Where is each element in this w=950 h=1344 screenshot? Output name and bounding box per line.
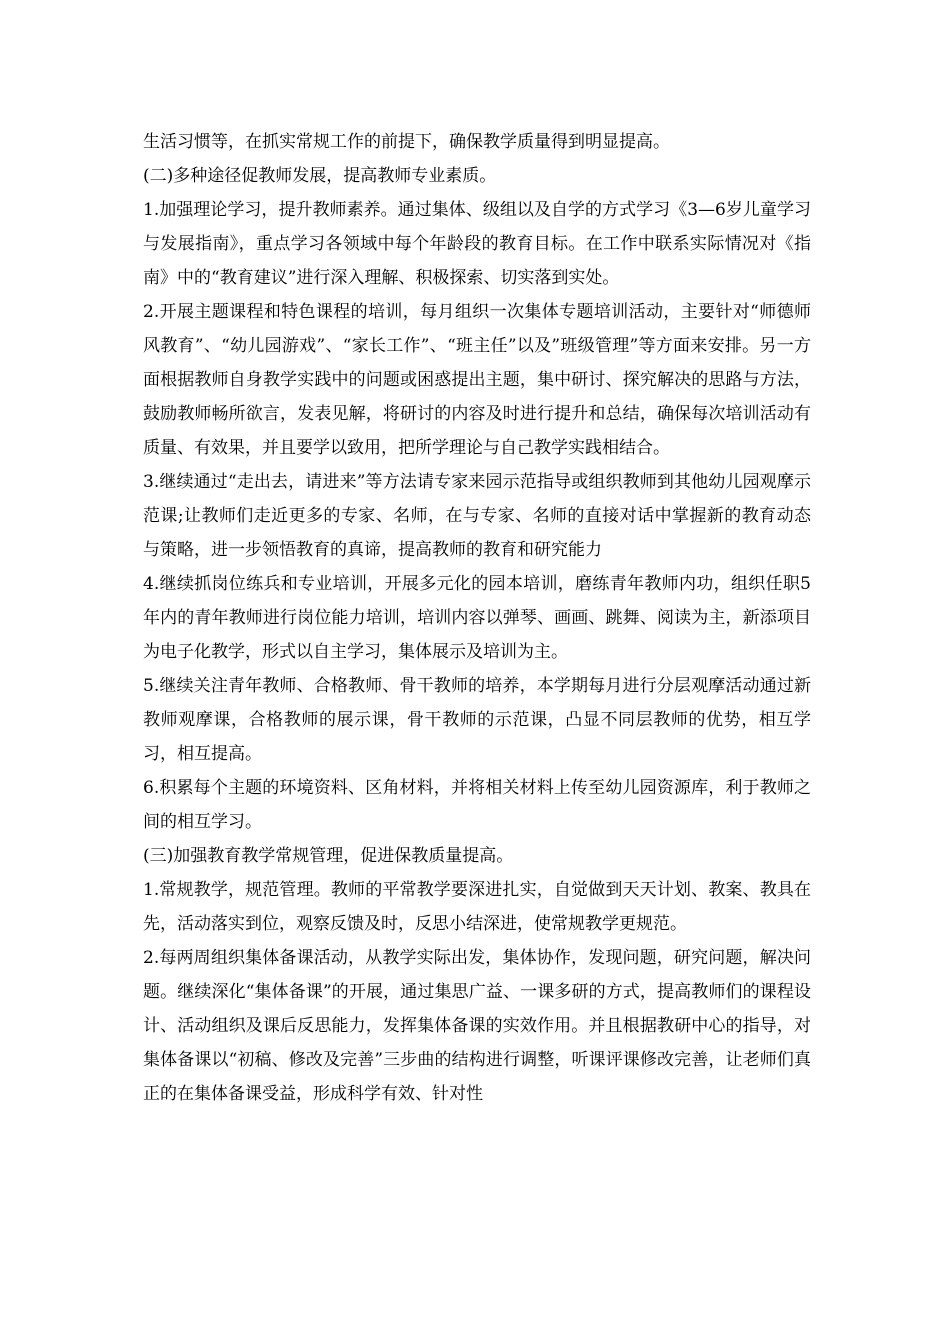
paragraph: 2.开展主题课程和特色课程的培训，每月组织一次集体专题培训活动，主要针对“师德师风教育”、“幼儿园游戏”、“家长工作”、“班主任”以及”班级管理”等方面来安排。另一方面根据教师自身教学实践中的问题或困惑提出主题，集中研讨、探究解决的思路与方法，鼓励教师畅所欲言，发表见解，将研讨的内容及时进行提升和总结，确保每次培训活动有质量、有效果，并且要学以致用，把所学理论与自己教学实践相结合。: [143, 302, 811, 458]
paragraph: 生活习惯等，在抓实常规工作的前提下，确保教学质量得到明显提高。: [143, 132, 670, 152]
section-heading: (二)多种途径促教师发展，提高教师专业素质。: [143, 166, 497, 186]
paragraph: 3.继续通过“走出去，请进来”等方法请专家来园示范指导或组织教师到其他幼儿园观摩示范课;让教师们走近更多的专家、名师，在与专家、名师的直接对话中掌握新的教育动态与策略，进一步领悟教育的真谛，提高教师的教育和研究能力: [143, 472, 811, 560]
document-body: [143, 125, 811, 1111]
paragraph: 6.积累每个主题的环境资料、区角材料，并将相关材料上传至幼儿园资源库，利于教师之间的相互学习。: [143, 778, 811, 832]
paragraph: 2.每两周组织集体备课活动，从教学实际出发，集体协作，发现问题，研究问题，解决问题。继续深化“集体备课”的开展，通过集思广益、一课多研的方式，提高教师们的课程设计、活动组织及课后反思能力，发挥集体备课的实效作用。并且根据教研中心的指导，对集体备课以“初稿、修改及完善”三步曲的结构进行调整，听课评课修改完善，让老师们真正的在集体备课受益，形成科学有效、针对性: [143, 948, 811, 1104]
section-heading: (三)加强教育教学常规管理，促进保教质量提高。: [143, 846, 514, 866]
paragraph: 5.继续关注青年教师、合格教师、骨干教师的培养，本学期每月进行分层观摩活动通过新教师观摩课，合格教师的展示课，骨干教师的示范课，凸显不同层教师的优势，相互学习，相互提高。: [143, 676, 811, 764]
paragraph: 1.加强理论学习，提升教师素养。通过集体、级组以及自学的方式学习《3—6岁儿童学习与发展指南》，重点学习各领域中每个年龄段的教育目标。在工作中联系实际情况对《指南》中的“教育建议”进行深入理解、积极探索、切实落到实处。: [143, 200, 811, 288]
paragraph: 1.常规教学，规范管理。教师的平常教学要深进扎实，自觉做到天天计划、教案、教具在先，活动落实到位，观察反馈及时，反思小结深进，使常规教学更规范。: [143, 880, 811, 934]
paragraph: 4.继续抓岗位练兵和专业培训，开展多元化的园本培训，磨练青年教师内功，组织任职5年内的青年教师进行岗位能力培训，培训内容以弹琴、画画、跳舞、阅读为主，新添项目为电子化教学，形式以自主学习，集体展示及培训为主。: [143, 574, 811, 662]
